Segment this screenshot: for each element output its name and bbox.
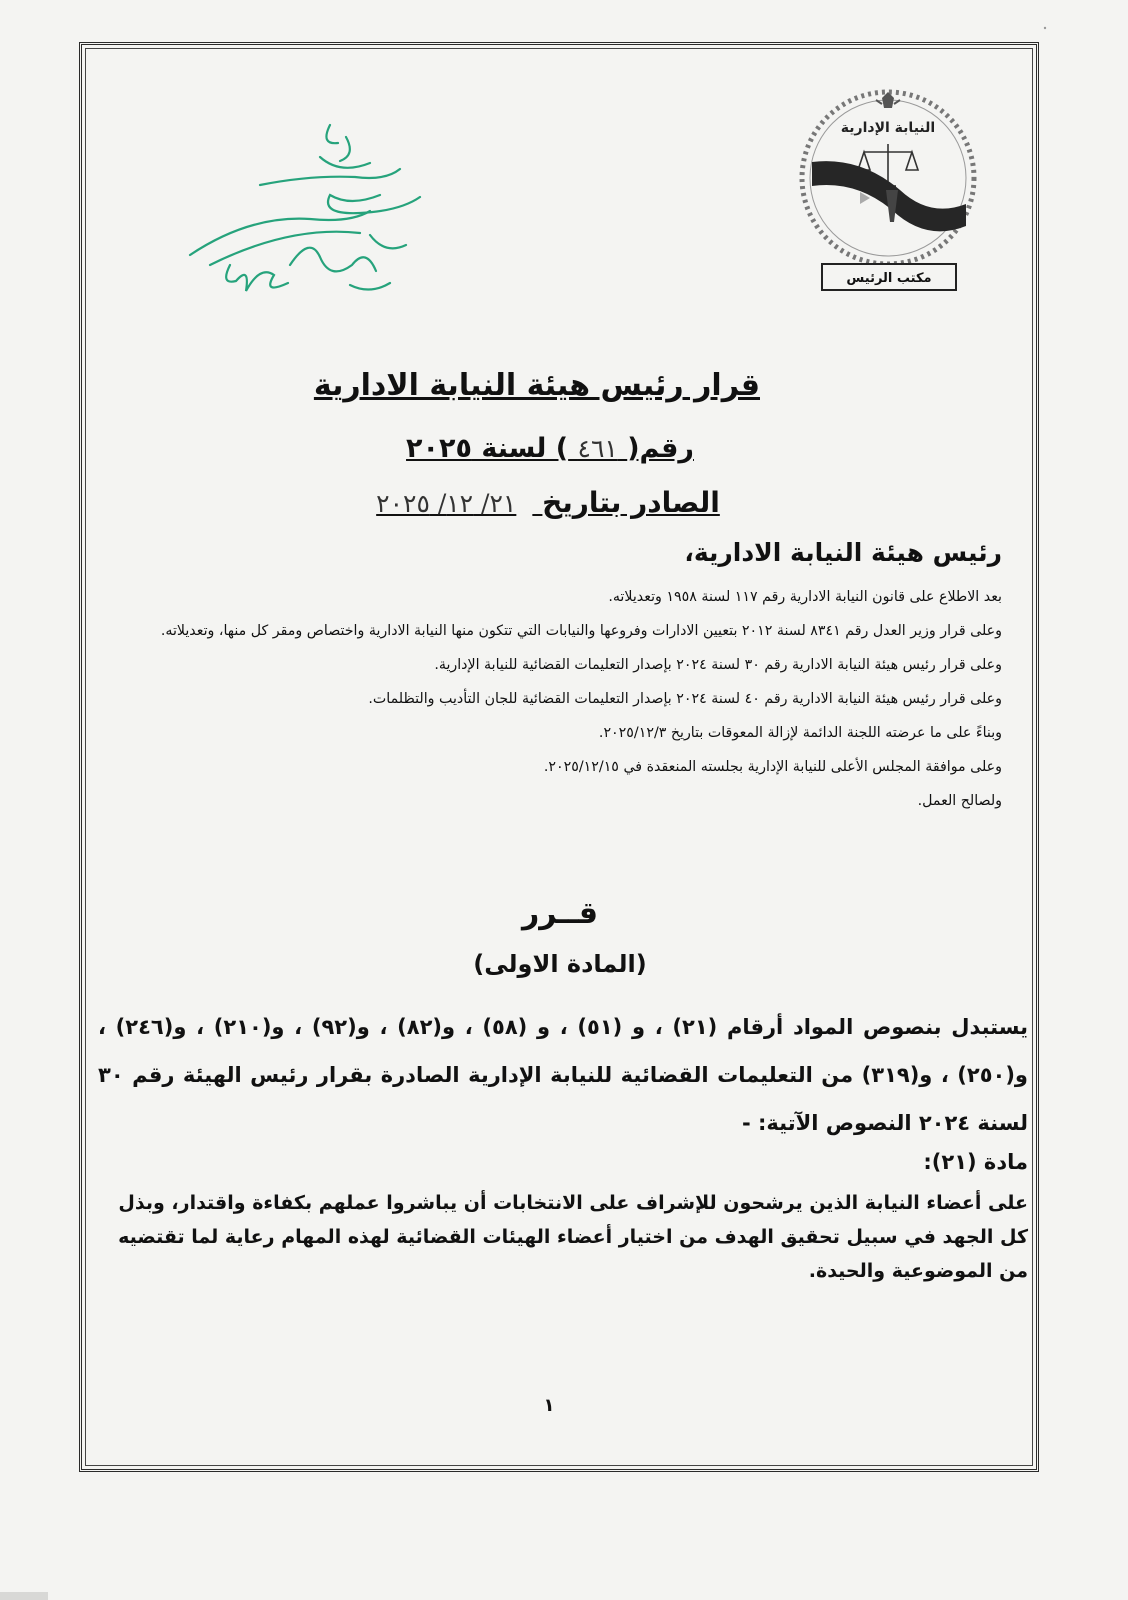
- article-heading: (المادة الاولى): [473, 950, 647, 978]
- page-number: ١: [543, 1395, 555, 1416]
- sub-article-text: [98, 1186, 1028, 1288]
- date-prefix: الصادر بتاريخ: [542, 486, 720, 519]
- preamble-line: وعلى قرار وزير العدل رقم ٨٣٤١ لسنة ٢٠١٢ بتعيين الادارات وفروعها والنيابات التي تتكون منها النيابة الادارية واختصاص ومقر كل منها، وتعديلاته.: [160, 623, 1002, 639]
- seal-office-label: مكتب الرئيس: [846, 271, 932, 286]
- decision-title: قرار رئيس هيئة النيابة الادارية: [313, 368, 760, 403]
- decided-heading: قــرر: [521, 896, 599, 931]
- scan-edge: [0, 1592, 48, 1600]
- sub-article-body: على أعضاء النيابة الذين يرشحون للإشراف على الانتخابات أن يباشروا عملهم بكفاءة واقتدار، وبذل كل الجهد في سبيل تحقيق الهدف من اختيار أعضاء الهيئات القضائية لهذه المهام رعاية لما تقتضيه من الموضوعية والحيدة.: [118, 1192, 1028, 1282]
- article-text: [98, 1003, 1028, 1147]
- issue-date: ٢١/ ١٢/ ٢٠٢٥: [376, 489, 517, 518]
- addressee: رئيس هيئة النيابة الادارية،: [684, 538, 1002, 567]
- preamble-line: بعد الاطلاع على قانون النيابة الادارية رقم ١١٧ لسنة ١٩٥٨ وتعديلاته.: [608, 589, 1002, 605]
- scan-speck: [1040, 18, 1050, 28]
- sub-article-heading: مادة (٢١):: [923, 1150, 1028, 1174]
- preamble-line: وعلى قرار رئيس هيئة النيابة الادارية رقم ٤٠ لسنة ٢٠٢٤ بإصدار التعليمات القضائية للجان التأديب والتظلمات.: [368, 691, 1002, 707]
- number-suffix: ) لسنة ٢٠٢٥: [406, 433, 569, 464]
- preamble-line: وعلى موافقة المجلس الأعلى للنيابة الإدارية بجلسته المنعقدة في ٢٠٢٥/١٢/١٥.: [543, 759, 1002, 775]
- preamble: [122, 580, 1002, 818]
- decision-number-line: [380, 433, 720, 464]
- number-prefix: رقم(: [627, 433, 694, 464]
- article-body: يستبدل بنصوص المواد أرقام (٢١) ، و (٥١) ، و (٥٨) ، و(٨٢) ، و(٩٢) ، و(٢١٠) ، و(٢٤٦) ، و(٢٥٠) ، و(٣١٩) من التعليمات القضائية للنيابة الإدارية الصادرة بقرار رئيس الهيئة رقم ٣٠ لسنة ٢٠٢٤ النصوص الآتية: -: [98, 1015, 1028, 1135]
- preamble-line: وعلى قرار رئيس هيئة النيابة الادارية رقم ٣٠ لسنة ٢٠٢٤ بإصدار التعليمات القضائية للنيابة الإدارية.: [434, 657, 1002, 673]
- preamble-line: وبناءً على ما عرضته اللجنة الدائمة لإزالة المعوقات بتاريخ ٢٠٢٥/١٢/٣.: [598, 725, 1002, 741]
- preamble-line: ولصالح العمل.: [917, 793, 1002, 809]
- official-seal: [790, 86, 986, 296]
- handwritten-signature-icon: [170, 115, 500, 325]
- decision-number: ٤٦١: [577, 434, 618, 463]
- issue-date-line: [350, 486, 730, 519]
- seal-org-name: النيابة الإدارية: [840, 120, 936, 136]
